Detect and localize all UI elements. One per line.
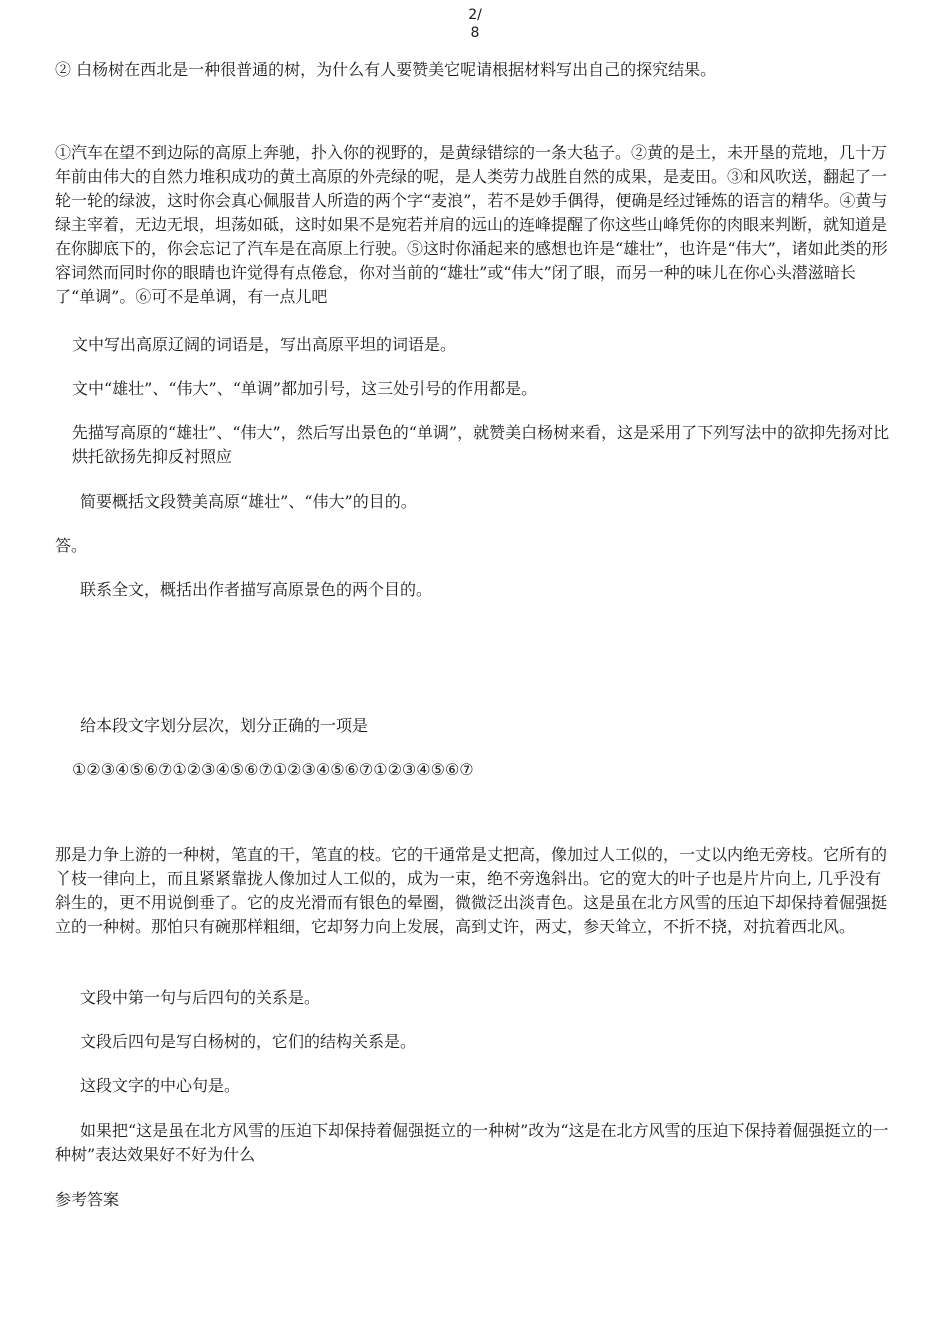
page-number-total: 8 bbox=[470, 25, 480, 41]
question-g: 文段中第一句与后四句的关系是。 bbox=[80, 988, 321, 1007]
question-e: 联系全文，概括出作者描写高原景色的两个目的。 bbox=[80, 580, 433, 599]
question-2: ② 白杨树在西北是一种很普通的树，为什么有人要赞美它呢请根据材料写出自己的探究结果。 bbox=[55, 60, 717, 79]
question-f: 给本段文字划分层次，划分正确的一项是 bbox=[80, 716, 369, 735]
question-f-options: ①②③④⑤⑥⑦①②③④⑤⑥⑦①②③④⑤⑥⑦①②③④⑤⑥⑦ bbox=[72, 760, 474, 779]
page-number bbox=[0, 6, 950, 42]
question-j: 如果把“这是虽在北方风雪的压迫下却保持着倔强挺立的一种树”改为“这是在北方风雪的压迫下保持着倔强挺立的一种树”表达效果好不好为什么 bbox=[55, 1121, 889, 1164]
page-number-current: 2/ bbox=[468, 7, 482, 23]
question-a: 文中写出高原辽阔的词语是，写出高原平坦的词语是。 bbox=[72, 335, 457, 354]
reference-answers-heading: 参考答案 bbox=[55, 1190, 120, 1209]
passage-plateau: ①汽车在望不到边际的高原上奔驰，扑入你的视野的，是黄绿错综的一条大毡子。②黄的是土，未开垦的荒地，几十万年前由伟大的自然力堆积成功的黄土高原的外壳绿的呢，是人类劳力战胜自然的成果，是麦田。③和风吹送，翻起了一轮一轮的绿波，这时你会真心佩服昔人所造的两个字“麦浪”，若不是妙手偶得，便确是经过锤炼的语言的精华。④黄与绿主宰着，无边无垠，坦荡如砥，这时如果不是宛若并肩的远山的连峰提醒了你这些山峰凭你的肉眼来判断，就知道是在你脚底下的，你会忘记了汽车是在高原上行驶。⑤这时你涌起来的感想也许是“雄壮”，也许是“伟大”，诸如此类的形容词然而同时你的眼睛也许觉得有点倦怠，你对当前的“雄壮”或“伟大”闭了眼，而另一种的味儿在你心头潜滋暗长了“单调”。⑥可不是单调，有一点儿吧 bbox=[55, 143, 888, 306]
question-c: 先描写高原的“雄壮”、“伟大”，然后写出景色的“单调”，就赞美白杨树来看，这是采用了下列写法中的欲抑先扬对比烘托欲扬先抑反衬照应 bbox=[72, 423, 890, 466]
question-i: 这段文字的中心句是。 bbox=[80, 1076, 241, 1095]
answer-label: 答。 bbox=[55, 536, 88, 555]
question-d: 简要概括文段赞美高原“雄壮”、“伟大”的目的。 bbox=[80, 492, 417, 511]
question-b: 文中“雄壮”、“伟大”、“单调”都加引号，这三处引号的作用都是。 bbox=[72, 379, 538, 398]
passage-poplar: 那是力争上游的一种树，笔直的干，笔直的枝。它的干通常是丈把高，像加过人工似的，一丈以内绝无旁枝。它所有的丫枝一律向上，而且紧紧靠拢人像加过人工似的，成为一束，绝不旁逸斜出。它的宽大的叶子也是片片向上, 几乎没有斜生的，更不用说倒垂了。它的皮光滑而有银色的晕圈，微微泛出淡青色。这是虽在北方风雪的压迫下却保持着倔强挺立的一种树。那怕只有碗那样粗细，它却努力向上发展，高到丈许，两丈，参天耸立，不折不挠，对抗着西北风。 bbox=[55, 845, 888, 936]
question-h: 文段后四句是写白杨树的，它们的结构关系是。 bbox=[80, 1032, 417, 1051]
